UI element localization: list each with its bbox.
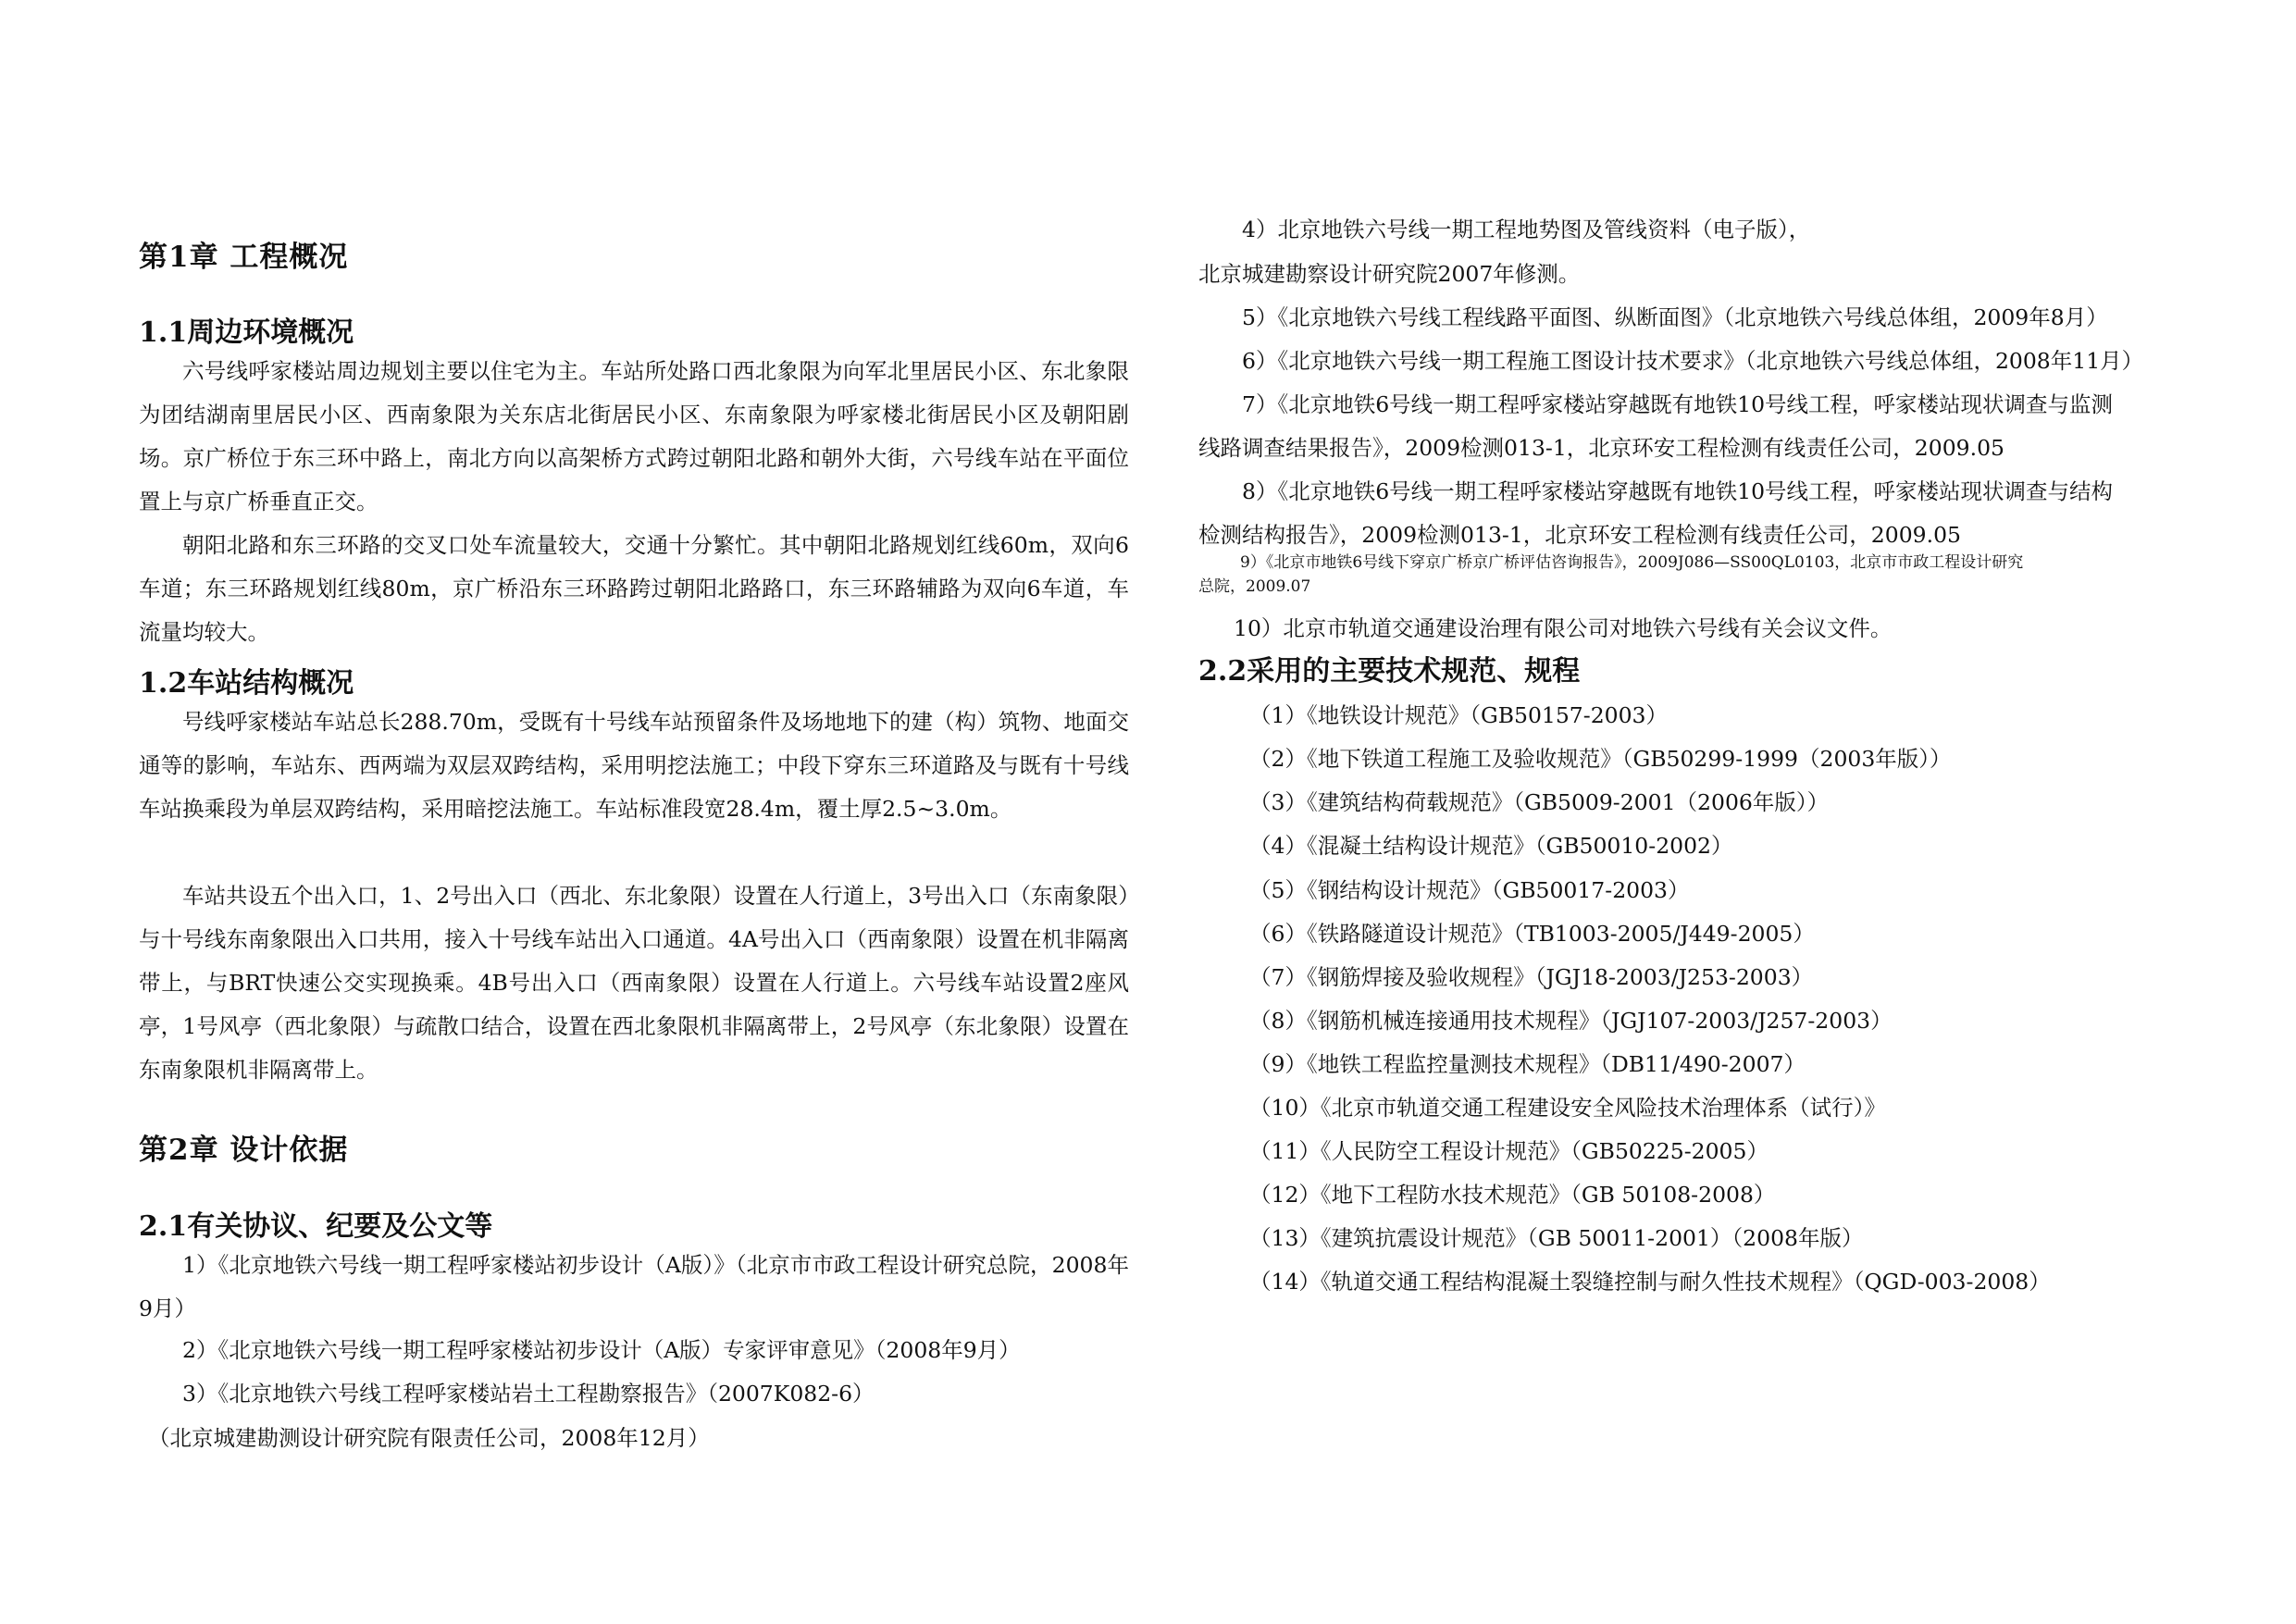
basis-item-8: 8）《北京地铁6号线一期工程呼家楼站穿越既有地铁10号线工程，呼家楼站现状调查与结构 bbox=[1242, 478, 2114, 504]
chapter-1-title: 第1章 工程概况 bbox=[139, 241, 349, 274]
section-1-2-paragraph-2: 车站共设五个出入口，1、2号出入口（西北、东北象限）设置在人行道上，3号出入口（东南象限）与十号线东南象限出入口共用，接入十号线车站出入口通道。4A号出入口（西南象限）设置在机非隔离带上，与BRT快速公交实现换乘。4B号出入口（西南象限）设置在人行道上。六号线车站设置2座风亭，1号风亭（西北象限）与疏散口结合，设置在西北象限机非隔离带上，2号风亭（东北象限）设置在东南象限机非隔离带上。 bbox=[139, 883, 1129, 1083]
basis-item-3: 3）《北京地铁六号线工程呼家楼站岩土工程勘察报告》（2007K082-6） bbox=[182, 1381, 875, 1407]
standard-item: （11）《人民防空工程设计规范》（GB50225-2005） bbox=[1249, 1138, 1769, 1164]
basis-item-7-continued: 线路调查结果报告》，2009检测013-1，北京环安工程检测有线责任公司，2009.05 bbox=[1198, 435, 2004, 461]
basis-item-10: 10）北京市轨道交通建设治理有限公司对地铁六号线有关会议文件。 bbox=[1234, 615, 1893, 641]
basis-item-7: 7）《北京地铁6号线一期工程呼家楼站穿越既有地铁10号线工程，呼家楼站现状调查与监测 bbox=[1242, 391, 2114, 417]
standard-item: （4）《混凝土结构设计规范》（GB50010-2002） bbox=[1249, 833, 1733, 859]
standard-item: （5）《钢结构设计规范》（GB50017-2003） bbox=[1249, 877, 1690, 903]
basis-item-9: 9）《北京市地铁6号线下穿京广桥京广桥评估咨询报告》，2009J086—SS00QL0103，北京市市政工程设计研究 bbox=[1240, 553, 2024, 572]
basis-item-5: 5）《北京地铁六号线工程线路平面图、纵断面图》（北京地铁六号线总体组，2009年8月） bbox=[1242, 304, 2108, 330]
standard-item: （6）《铁路隧道设计规范》（TB1003-2005/J449-2005） bbox=[1249, 921, 1815, 947]
standard-item: （9）《地铁工程监控量测技术规程》（DB11/490-2007） bbox=[1249, 1051, 1806, 1077]
basis-item-1: 1）《北京地铁六号线一期工程呼家楼站初步设计（A版）》（北京市市政工程设计研究总院，2008年9月） bbox=[139, 1252, 1129, 1321]
standard-item: （14）《轨道交通工程结构混凝土裂缝控制与耐久性技术规程》（QGD-003-2008） bbox=[1249, 1269, 2051, 1295]
standard-item: （7）《钢筋焊接及验收规程》（JGJ18-2003/J253-2003） bbox=[1249, 964, 1814, 990]
chapter-2-title: 第2章 设计依据 bbox=[139, 1134, 349, 1167]
basis-item-4-continued: 北京城建勘察设计研究院2007年修测。 bbox=[1198, 261, 1581, 287]
section-1-1-title: 1.1周边环境概况 bbox=[139, 316, 354, 349]
basis-item-8-continued: 检测结构报告》，2009检测013-1，北京环安工程检测有线责任公司，2009.05 bbox=[1198, 522, 1961, 548]
basis-item-9-continued: 总院，2009.07 bbox=[1198, 577, 1311, 596]
basis-item-4: 4）北京地铁六号线一期工程地势图及管线资料（电子版）， bbox=[1242, 217, 1811, 242]
section-1-2-paragraph-1: 号线呼家楼站车站总长288.70m，受既有十号线车站预留条件及场地地下的建（构）筑物、地面交通等的影响，车站东、西两端为双层双跨结构，采用明挖法施工；中段下穿东三环道路及与既有十号线车站换乘段为单层双跨结构，采用暗挖法施工。车站标准段宽28.4m，覆土厚2.5~3.0m。 bbox=[139, 709, 1129, 822]
section-1-1-paragraph-1: 六号线呼家楼站周边规划主要以住宅为主。车站所处路口西北象限为向军北里居民小区、东北象限为团结湖南里居民小区、西南象限为关东店北街居民小区、东南象限为呼家楼北街居民小区及朝阳剧场。京广桥位于东三环中路上，南北方向以高架桥方式跨过朝阳北路和朝外大街，六号线车站在平面位置上与京广桥垂直正交。 bbox=[139, 358, 1129, 514]
standard-item: （3）《建筑结构荷载规范》（GB5009-2001（2006年版）） bbox=[1249, 789, 1830, 815]
standard-item: （12）《地下工程防水技术规范》（GB 50108-2008） bbox=[1249, 1182, 1776, 1208]
standard-item: （8）《钢筋机械连接通用技术规程》（JGJ107-2003/J257-2003） bbox=[1249, 1008, 1893, 1034]
basis-item-2: 2）《北京地铁六号线一期工程呼家楼站初步设计（A版）专家评审意见》（2008年9月） bbox=[182, 1337, 1021, 1363]
section-1-2-title: 1.2车站结构概况 bbox=[139, 667, 354, 700]
section-1-1-paragraph-2: 朝阳北路和东三环路的交叉口处车流量较大，交通十分繁忙。其中朝阳北路规划红线60m，双向6车道；东三环路规划红线80m，京广桥沿东三环路跨过朝阳北路路口，东三环路辅路为双向6车道，车流量均较大。 bbox=[139, 532, 1129, 645]
standard-item: （10）《北京市轨道交通工程建设安全风险技术治理体系（试行）》 bbox=[1249, 1095, 1886, 1121]
basis-item-3-continued: （北京城建勘测设计研究院有限责任公司，2008年12月） bbox=[148, 1425, 710, 1451]
basis-item-6: 6）《北京地铁六号线一期工程施工图设计技术要求》（北京地铁六号线总体组，2008年11月） bbox=[1242, 348, 2144, 374]
standard-item: （1）《地铁设计规范》（GB50157-2003） bbox=[1249, 702, 1668, 728]
section-2-1-title: 2.1有关协议、纪要及公文等 bbox=[139, 1210, 493, 1243]
section-2-2-title: 2.2采用的主要技术规范、规程 bbox=[1198, 655, 1581, 688]
standard-item: （13）《建筑抗震设计规范》（GB 50011-2001）（2008年版） bbox=[1249, 1225, 1864, 1251]
standard-item: （2）《地下铁道工程施工及验收规范》（GB50299-1999（2003年版）） bbox=[1249, 746, 1952, 772]
